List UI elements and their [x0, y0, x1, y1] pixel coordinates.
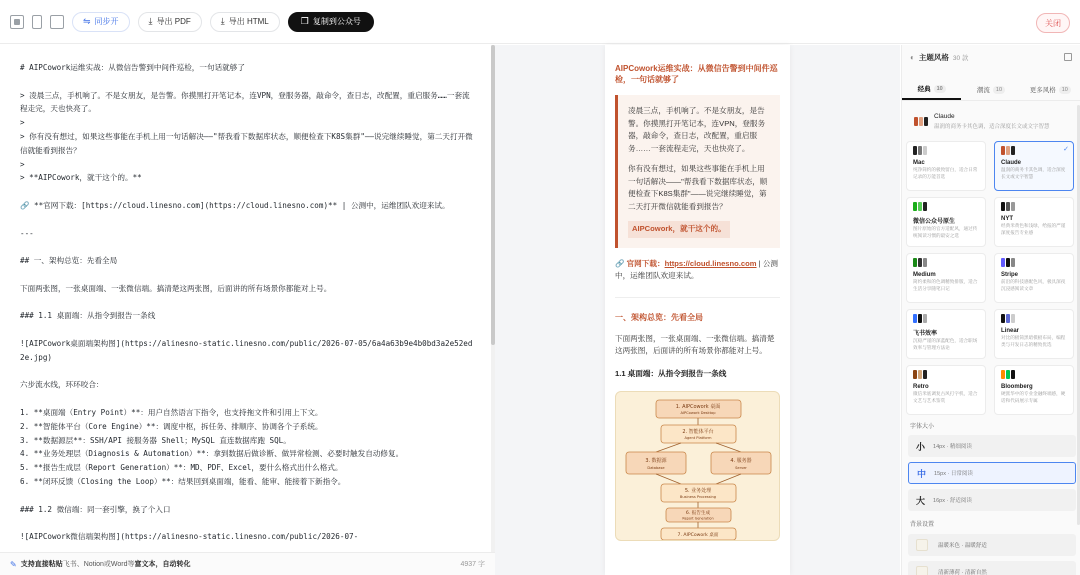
- editor-line[interactable]: [20, 516, 474, 530]
- editor-line[interactable]: [20, 323, 474, 337]
- editor-line[interactable]: [20, 489, 474, 503]
- theme-swatch: [1001, 258, 1015, 267]
- preview-quote-p2: 你有没有想过，如果这些事能在手机上用一句话解决——"帮我看下数据库状态，顺便检查下K8S集群"——说完继续睡觉，第二天打开微信就能看到报告？: [628, 164, 768, 211]
- download-icon: ⤓: [220, 16, 225, 26]
- diagram-step1: 1. AIPCowork 桌面: [675, 403, 721, 410]
- theme-card-desc: 硬派华中的专业金融终端感，硬话和代码展示专属: [1001, 391, 1066, 403]
- desktop-view-icon[interactable]: [10, 15, 24, 29]
- sync-label: 同步开: [94, 17, 119, 26]
- collapse-panel-icon[interactable]: [1064, 53, 1072, 61]
- theme-card[interactable]: [994, 197, 1074, 247]
- theme-card-name: Retro: [913, 384, 929, 390]
- status-tip-suffix: 富文本，自动转化: [134, 561, 191, 568]
- theme-panel-title: 主题风格: [918, 52, 949, 62]
- theme-tab-count: 10: [1059, 86, 1071, 94]
- editor-line[interactable]: [20, 213, 474, 227]
- theme-tab-label: 更多风格: [1029, 87, 1056, 94]
- close-button[interactable]: 关闭: [1036, 13, 1070, 33]
- diagram-arrow: [656, 443, 681, 452]
- preview-h3: 1.1 桌面端：从指令到报告一条线: [615, 368, 727, 378]
- copy-wechat-button[interactable]: [288, 12, 374, 32]
- editor-line[interactable]: 3. **数据源层**：SSH/API 接服务器 Shell；MySQL 直连数据库跑 SQL。: [20, 435, 291, 445]
- copy-icon: ❐: [300, 16, 309, 26]
- diagram-step6: 6. 报告生成: [685, 510, 711, 516]
- background-option-label: 温暖米色 · 温暖舒适: [938, 543, 987, 549]
- wechat-preview: [605, 45, 790, 575]
- editor-line[interactable]: 6. **闭环反馈（Closing the Loop）**：结果回到桌面端，能看、能审、能接着下新指令。: [20, 476, 346, 486]
- diagram-step5: 5. 业务处理: [684, 487, 712, 494]
- mobile-view-icon[interactable]: [32, 15, 42, 29]
- theme-swatch: [1001, 314, 1015, 323]
- background-label: 背景设置: [910, 522, 935, 528]
- theme-card-desc: 前沿的科技感配色风，极具深夜沉浸感阅读文章: [1001, 279, 1066, 291]
- preview-quote: [615, 95, 780, 248]
- preview-h2: 一、架构总览：先看全局: [615, 312, 703, 322]
- theme-swatch: [913, 370, 927, 379]
- current-theme: [902, 105, 1080, 137]
- theme-card[interactable]: [994, 365, 1074, 415]
- preview-divider: [615, 297, 780, 298]
- font-size-option[interactable]: [908, 435, 1076, 457]
- editor-line[interactable]: 下面两张图，一张桌面端、一张微信端。搞清楚这两张图，后面讲的所有场景你都能对上号。: [20, 283, 332, 293]
- font-size-glyph: 小: [916, 441, 926, 452]
- editor-line[interactable]: ![AIPCowork微信端架构图](https://alinesno-static.linesno.com/public/2026-07-: [20, 532, 359, 542]
- theme-card[interactable]: [906, 197, 986, 247]
- export-html-button[interactable]: [210, 12, 280, 32]
- theme-grid: [906, 141, 1078, 415]
- theme-tab-label: 潮流: [976, 87, 990, 94]
- editor-line[interactable]: [20, 392, 474, 406]
- export-html-label: 导出 HTML: [228, 17, 269, 26]
- theme-swatch: [913, 146, 927, 155]
- word-count: 4937 字: [460, 561, 485, 568]
- background-option[interactable]: [908, 561, 1076, 575]
- theme-panel: [901, 45, 1080, 575]
- editor-line[interactable]: >: [20, 118, 25, 128]
- editor-line[interactable]: ### 1.1 桌面端：从指令到报告一条线: [20, 311, 156, 321]
- font-size-option[interactable]: [908, 489, 1076, 511]
- paste-icon: ✎: [10, 559, 17, 569]
- editor-line[interactable]: 六步流水线，环环咬合：: [20, 380, 104, 390]
- background-swatch: [916, 539, 928, 551]
- editor-line[interactable]: >: [20, 159, 25, 169]
- diagram-step4: 4. 服务器: [730, 457, 752, 464]
- diagram-step7: 7. AIPCowork 桌面: [677, 532, 719, 538]
- theme-card-name: Medium: [913, 272, 936, 278]
- theme-card-desc: 温润的商务卡其色调，适合深度长文或文字智慧: [1001, 167, 1066, 179]
- diagram-step4-sub: Server: [735, 465, 747, 470]
- theme-swatch: [1001, 370, 1015, 379]
- current-theme-desc: 温润的商务卡其色调，适合深度长文或文字智慧: [934, 123, 1050, 130]
- editor-line[interactable]: > **AIPCowork，就干这个的。**: [20, 173, 142, 183]
- theme-card-desc: 经典米黄色和浅绿，给报的严谨深度报告专业感: [1001, 223, 1066, 235]
- font-size-option[interactable]: [908, 462, 1076, 484]
- toolbar: [0, 0, 1080, 44]
- font-size-glyph: 中: [917, 468, 927, 479]
- current-theme-swatch: [914, 117, 928, 126]
- status-tip-middle: 飞书、Notion或Word等: [62, 561, 135, 568]
- editor-line[interactable]: 2. **智能体平台（Core Engine）**：调度中枢，拆任务、排顺序、协调各个子系统。: [20, 421, 323, 431]
- theme-tab[interactable]: [961, 79, 1020, 100]
- background-option[interactable]: [908, 534, 1076, 556]
- tablet-view-icon[interactable]: [50, 15, 64, 29]
- theme-card[interactable]: [994, 309, 1074, 359]
- sync-toggle-button[interactable]: [72, 12, 130, 32]
- font-size-label: 字体大小: [910, 424, 935, 430]
- link-icon: ⇋: [83, 16, 91, 26]
- preview-link-label: 官网下载：: [626, 258, 665, 268]
- editor-line[interactable]: [20, 268, 474, 282]
- font-size-label-text: 15px · 日常阅读: [934, 471, 973, 477]
- editor-line[interactable]: [20, 365, 474, 379]
- theme-card-name: 微信公众号原生: [913, 219, 956, 225]
- theme-card-name: Bloomberg: [1001, 384, 1033, 390]
- copy-wechat-label: 复制到公众号: [312, 17, 361, 26]
- status-bar: [0, 552, 495, 575]
- architecture-diagram: [616, 392, 780, 541]
- editor-line[interactable]: 1. **桌面端（Entry Point）**：用户自然语言下指令，也支持拖文件和引用上下文。: [20, 407, 323, 417]
- theme-card-name: Stripe: [1001, 272, 1019, 278]
- editor-content[interactable]: [0, 45, 494, 544]
- theme-panel-header: [902, 47, 1080, 67]
- theme-swatch: [913, 258, 927, 267]
- preview-link-tail: | 公测中，运维团队欢迎来试。: [615, 258, 778, 280]
- preview-link-url[interactable]: https://cloud.linesno.com: [664, 258, 757, 268]
- theme-card-name: 飞书效率: [913, 331, 938, 337]
- theme-card[interactable]: [906, 365, 986, 415]
- editor-line[interactable]: ## 一、架构总览：先看全局: [20, 256, 118, 266]
- theme-swatch: [913, 202, 927, 211]
- export-pdf-button[interactable]: [138, 12, 202, 32]
- editor-line[interactable]: [20, 240, 474, 254]
- preview-paragraph: 下面两张图，一张桌面端、一张微信端。搞清楚这两张图，后面讲的所有场景你都能对上号。: [615, 333, 775, 355]
- export-pdf-label: 导出 PDF: [156, 17, 191, 26]
- theme-card-desc: 纯净简约的极致留白，适合日常记录的万能首选: [913, 167, 978, 179]
- editor-line[interactable]: > 你有没有想过，如果这些事能在手机上用一句话解决——"帮我看下数据库状态，顺便检查下K8S集群"——说完继续睡觉，第二天打开微信就能看到报告？: [20, 131, 473, 155]
- theme-card[interactable]: [994, 253, 1074, 303]
- diagram-arrow: [716, 443, 741, 452]
- theme-card-desc: 对比的极简黑暗模板布局，编程类与开发日志的精致优选: [1001, 335, 1066, 347]
- theme-swatch: [1001, 202, 1015, 211]
- diagram-step3-sub: Database: [647, 465, 665, 470]
- diagram-arrow: [716, 474, 741, 484]
- editor-line[interactable]: [20, 296, 474, 310]
- editor-line[interactable]: ![AIPCowork桌面端架构图](https://alinesno-static.linesno.com/public/2026-07-05/6a4a63b9e4b0bd3a2e52ed2e.jpg): [20, 338, 473, 362]
- check-icon: ✓: [1063, 146, 1069, 153]
- background-swatch: [916, 566, 928, 575]
- editor-line[interactable]: 🔗 **官网下载：[https://cloud.linesno.com](https://cloud.linesno.com)** | 公测中，运维团队欢迎来试。: [20, 200, 450, 210]
- theme-count: 30 款: [952, 54, 969, 62]
- diagram-step2: 2. 智能体平台: [682, 428, 714, 435]
- editor-line[interactable]: ---: [20, 228, 34, 238]
- editor-line[interactable]: 5. **报告生成层（Report Generation）**：MD、PDF、Excel，要什么格式出什么格式。: [20, 463, 343, 473]
- theme-card-name: Claude: [1001, 160, 1022, 166]
- font-size-label-text: 14px · 精细阅读: [933, 444, 972, 450]
- theme-card-desc: 微信米底调复古风打字机，适合文艺与艺术鉴赏: [913, 391, 978, 403]
- link-emoji-icon: 🔗: [615, 258, 625, 268]
- font-size-label-text: 16px · 舒适阅读: [933, 498, 972, 504]
- diagram-step3: 3. 数据源: [645, 457, 667, 464]
- theme-swatch: [1001, 146, 1015, 155]
- current-theme-name: Claude: [934, 112, 955, 120]
- diagram-arrow: [656, 474, 681, 484]
- theme-card[interactable]: [906, 141, 986, 191]
- editor-line[interactable]: [20, 75, 474, 89]
- theme-swatch: [913, 314, 927, 323]
- theme-card[interactable]: [994, 141, 1074, 191]
- editor-line[interactable]: 4. **业务处理层（Diagnosis & Automation）**：拿到数据后做诊断、做异常检测、必要时触发自动修复。: [20, 449, 404, 459]
- diagram-step2-sub: Agent Platform: [684, 435, 712, 440]
- status-tip-prefix: 支持直接粘贴: [20, 561, 63, 568]
- theme-tabs: [902, 79, 1080, 101]
- markdown-editor[interactable]: [0, 45, 494, 552]
- editor-line[interactable]: > 凌晨三点，手机响了。不是女朋友，是告警。你摸黑打开笔记本，连VPN，登服务器，敲命令，查日志，改配置，重启服务……一套流程走完，天也快亮了。: [20, 90, 470, 114]
- diagram-step6-sub: Report Generation: [682, 516, 714, 520]
- palette-icon: ◐: [910, 52, 915, 62]
- theme-card-name: Mac: [913, 160, 925, 166]
- theme-card-desc: 简约柔和的色调精致排版，适合生活分享随笔日记: [913, 279, 978, 291]
- theme-card-desc: 图片原始的官方适配风，通过传统阅读习惯的最安之选: [913, 226, 978, 238]
- diagram-step1-sub: AIPCowork Desktop: [680, 410, 716, 415]
- preview-link-paragraph: [615, 258, 780, 283]
- download-icon: ⤓: [148, 16, 153, 26]
- theme-tab-count: 10: [993, 86, 1005, 94]
- editor-line[interactable]: # AIPCowork运维实战：从微信告警到中间件巡检，一句话就够了: [20, 63, 245, 72]
- preview-title: AIPCowork运维实战：从微信告警到中间件巡检，一句话就够了: [615, 64, 778, 84]
- background-option-label: 清新薄荷 · 清新自然: [938, 570, 987, 575]
- theme-tab[interactable]: [902, 79, 961, 100]
- theme-card[interactable]: [906, 309, 986, 359]
- preview-quote-strong: AIPCowork，就干这个的。: [628, 221, 730, 238]
- theme-tab[interactable]: [1021, 79, 1080, 100]
- theme-card[interactable]: [906, 253, 986, 303]
- editor-line[interactable]: ### 1.2 微信端：同一套引擎，换了个入口: [20, 504, 171, 514]
- theme-tab-count: 10: [934, 85, 946, 93]
- preview-quote-p1: 凌晨三点，手机响了。不是女朋友，是告警。你摸黑打开笔记本，连VPN，登服务器，敲命令，查日志，改配置，重启服务……一套流程走完，天也快亮了。: [628, 106, 766, 153]
- theme-card-desc: 沉稳严谨的深蓝配色，适合职场效率与管理方法论: [913, 338, 978, 350]
- font-size-glyph: 大: [916, 495, 926, 506]
- diagram-step5-sub: Business Processing: [679, 494, 717, 499]
- theme-card-name: Linear: [1001, 328, 1020, 334]
- theme-tab-label: 经典: [917, 86, 931, 93]
- theme-card-name: NYT: [1001, 216, 1013, 222]
- architecture-diagram-image: [615, 391, 780, 541]
- editor-line[interactable]: [20, 185, 474, 199]
